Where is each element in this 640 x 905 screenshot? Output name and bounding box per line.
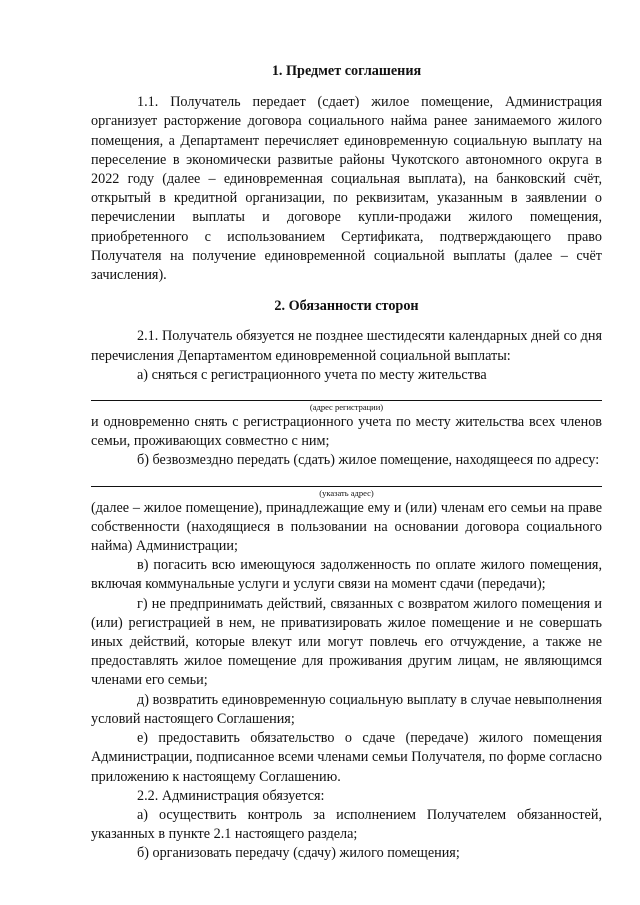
- item-b-continuation: (далее – жилое помещение), принадлежащие ему и (или) членам его семьи на праве собственности (находящиеся в пользовании на основании договора социального найма) Администрации;: [91, 499, 602, 555]
- paragraph-2-1: 2.1. Получатель обязуется не позднее шестидесяти календарных дней со дня перечисления Департаментом единовременной социальной выплаты:: [91, 328, 602, 364]
- section-1-title: 1. Предмет соглашения: [271, 63, 422, 79]
- paragraph-2-2-b: б) организовать передачу (сдачу) жилого помещения;: [137, 845, 460, 862]
- fill-in-line: [91, 485, 602, 487]
- item-a-continuation: и одновременно снять с регистрационного учета по месту жительства всех членов семьи, проживающих совместно с ним;: [91, 414, 602, 450]
- registration-address-blank: [91, 399, 602, 413]
- section-2-title: 2. Обязанности сторон: [274, 298, 419, 315]
- item-g: г) не предпринимать действий, связанных с возвратом жилого помещения и (или) регистрацией в нем, не приватизировать жилое помещение и не совершать иных действий, которые влекут или могут повлечь его отчуждение, а также не предоставлять жилое помещение для проживания другим лицам, не являющимся членами его семьи;: [91, 595, 602, 689]
- fill-in-line: [91, 399, 602, 401]
- item-b: б) безвозмездно передать (сдать) жилое помещение, находящееся по адресу:: [137, 452, 600, 469]
- paragraph-1-1: 1.1. Получатель передает (сдает) жилое помещение, Администрация организует расторжение договора социального найма ранее занимаемого жилого помещения, а Департамент перечисляет единовременную социальную выплату на переселение в экономически развитые районы Чукотского автономного округа в 2022 году (далее – единовременная социальная выплата), на банковский счёт, открытый в кредитной организации, по реквизитам, указанным в заявлении о перечислении выплаты и договоре купли-продажи жилого помещения, приобретенного с использованием Сертификата, подтверждающего право Получателя на получение единовременной социальной выплаты (далее – счёт зачисления).: [91, 94, 602, 284]
- paragraph-2-2-a: а) осуществить контроль за исполнением Получателем обязанностей, указанных в пункте 2.1 настоящего раздела;: [91, 806, 602, 843]
- item-d: д) возвратить единовременную социальную выплату в случае невыполнения условий настоящего Соглашения;: [91, 691, 602, 727]
- document-body: [91, 62, 602, 864]
- address-caption: (указать адрес): [319, 487, 374, 498]
- registration-address-caption: (адрес регистрации): [309, 402, 384, 413]
- item-a: а) сняться с регистрационного учета по месту жительства: [137, 366, 487, 383]
- paragraph-2-2: 2.2. Администрация обязуется:: [137, 787, 325, 804]
- address-blank: [91, 485, 602, 499]
- item-e: е) предоставить обязательство о сдаче (передаче) жилого помещения Администрации, подписанное всеми членами семьи Получателя, по форме согласно приложению к настоящему Соглашению.: [91, 730, 602, 785]
- item-v: в) погасить всю имеющуюся задолженность по оплате жилого помещения, включая коммунальные услуги и услуги связи на момент сдачи (передачи);: [91, 557, 602, 593]
